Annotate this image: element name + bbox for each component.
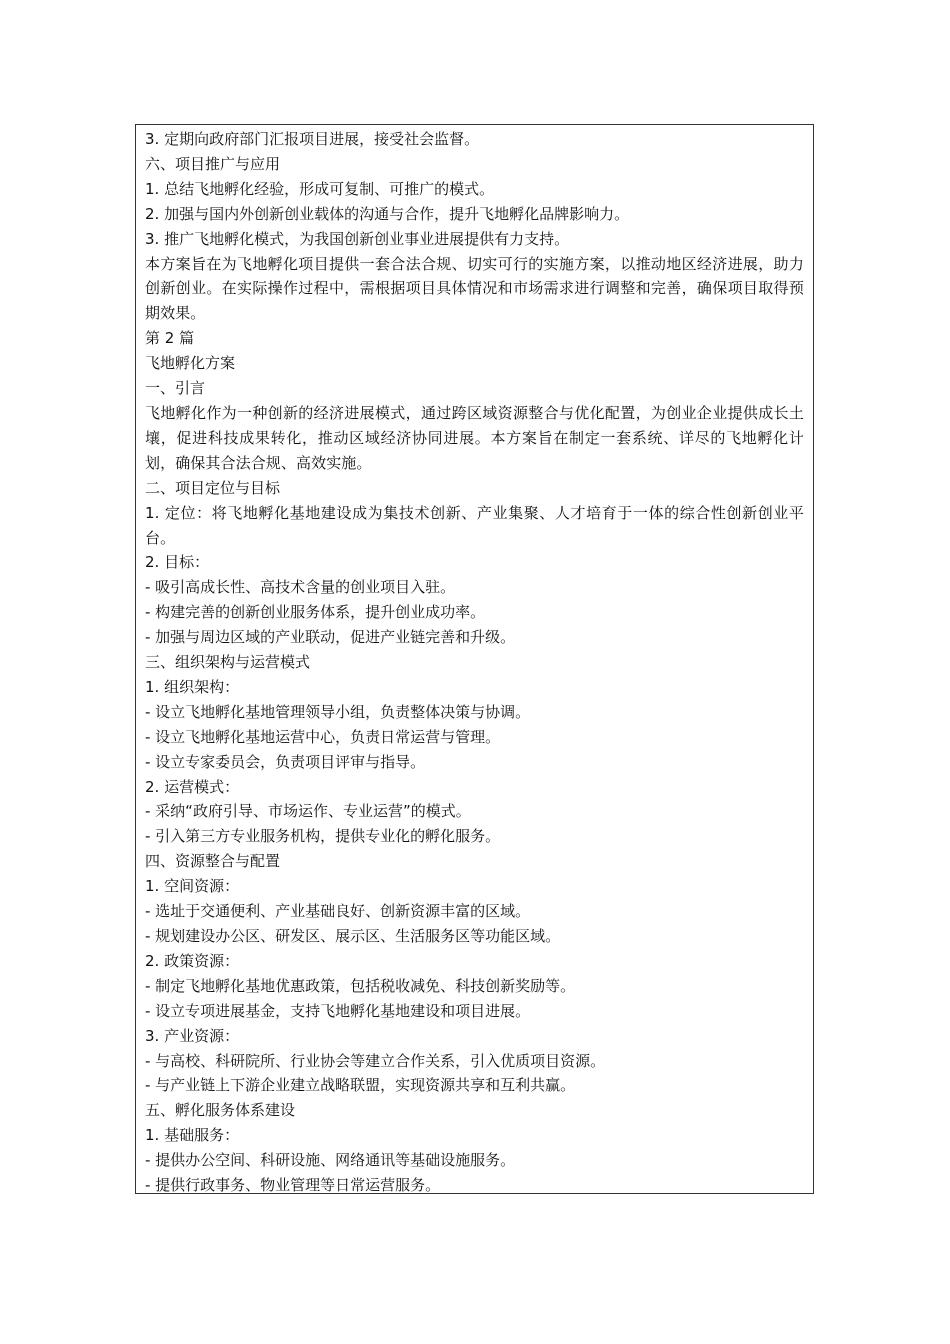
document-line: - 吸引高成长性、高技术含量的创业项目入驻。 [145, 578, 456, 597]
document-line: - 采纳“政府引导、市场运作、专业运营”的模式。 [145, 802, 471, 821]
document-line: 五、孵化服务体系建设 [145, 1101, 296, 1120]
document-line: 2. 运营模式： [145, 777, 240, 796]
document-line: - 选址于交通便利、产业基础良好、创新资源丰富的区域。 [145, 902, 531, 921]
document-line: 六、项目推广与应用 [145, 154, 281, 173]
document-line: - 提供办公空间、科研设施、网络通讯等基础设施服务。 [145, 1151, 516, 1170]
document-line: 1. 总结飞地孵化经验，形成可复制、可推广的模式。 [145, 179, 495, 198]
document-line: 四、资源整合与配置 [145, 852, 281, 871]
document-line: - 与产业链上下游企业建立战略联盟，实现资源共享和互利共赢。 [145, 1076, 576, 1095]
document-page-box [135, 124, 814, 1194]
document-line: 2. 目标： [145, 553, 210, 572]
document-line: - 构建完善的创新创业服务体系，提升创业成功率。 [145, 603, 486, 622]
document-line: - 与高校、科研院所、行业协会等建立合作关系，引入优质项目资源。 [145, 1051, 606, 1070]
document-line: 一、引言 [145, 379, 206, 398]
document-line: 2. 加强与国内外创新创业载体的沟通与合作，提升飞地孵化品牌影响力。 [145, 204, 630, 223]
document-line: 1. 基础服务： [145, 1126, 240, 1145]
document-body [145, 127, 804, 1194]
document-line: 1. 空间资源： [145, 877, 240, 896]
document-line: 飞地孵化方案 [145, 354, 236, 373]
document-line: - 加强与周边区域的产业联动，促进产业链完善和升级。 [145, 628, 516, 647]
document-line: 1. 组织架构： [145, 677, 240, 696]
document-line: 3. 推广飞地孵化模式，为我国创新创业事业进展提供有力支持。 [145, 229, 570, 248]
document-line: 三、组织架构与运营模式 [145, 653, 311, 672]
document-line: - 设立专项进展基金，支持飞地孵化基地建设和项目进展。 [145, 1001, 531, 1020]
document-line: - 设立飞地孵化基地运营中心，负责日常运营与管理。 [145, 727, 501, 746]
document-line: 第 2 篇 [145, 329, 195, 348]
document-line: - 规划建设办公区、研发区、展示区、生活服务区等功能区域。 [145, 927, 561, 945]
document-paragraph: 1. 定位：将飞地孵化基地建设成为集技术创新、产业集聚、人才培育于一体的综合性创新创业平台。 [145, 503, 804, 547]
document-line: - 设立专家委员会，负责项目评审与指导。 [145, 752, 426, 771]
document-line: - 引入第三方专业服务机构，提供专业化的孵化服务。 [145, 827, 501, 846]
document-line: - 提供行政事务、物业管理等日常运营服务。 [145, 1176, 441, 1194]
document-paragraph: 飞地孵化作为一种创新的经济进展模式，通过跨区域资源整合与优化配置，为创业企业提供成长土壤，促进科技成果转化，推动区域经济协同进展。本方案旨在制定一套系统、详尽的飞地孵化计划，确保其合法合规、高效实施。 [145, 403, 804, 472]
document-line: 3. 定期向政府部门汇报项目进展，接受社会监督。 [145, 130, 480, 148]
document-paragraph: 本方案旨在为飞地孵化项目提供一套合法合规、切实可行的实施方案，以推动地区经济进展，助力创新创业。在实际操作过程中，需根据项目具体情况和市场需求进行调整和完善，确保项目取得预期效果。 [145, 254, 804, 323]
document-line: 2. 政策资源： [145, 951, 240, 970]
document-line: 3. 产业资源： [145, 1026, 240, 1045]
document-line: - 设立飞地孵化基地管理领导小组，负责整体决策与协调。 [145, 702, 531, 721]
document-line: 二、项目定位与目标 [145, 478, 281, 497]
document-line: - 制定飞地孵化基地优惠政策，包括税收减免、科技创新奖励等。 [145, 976, 576, 995]
